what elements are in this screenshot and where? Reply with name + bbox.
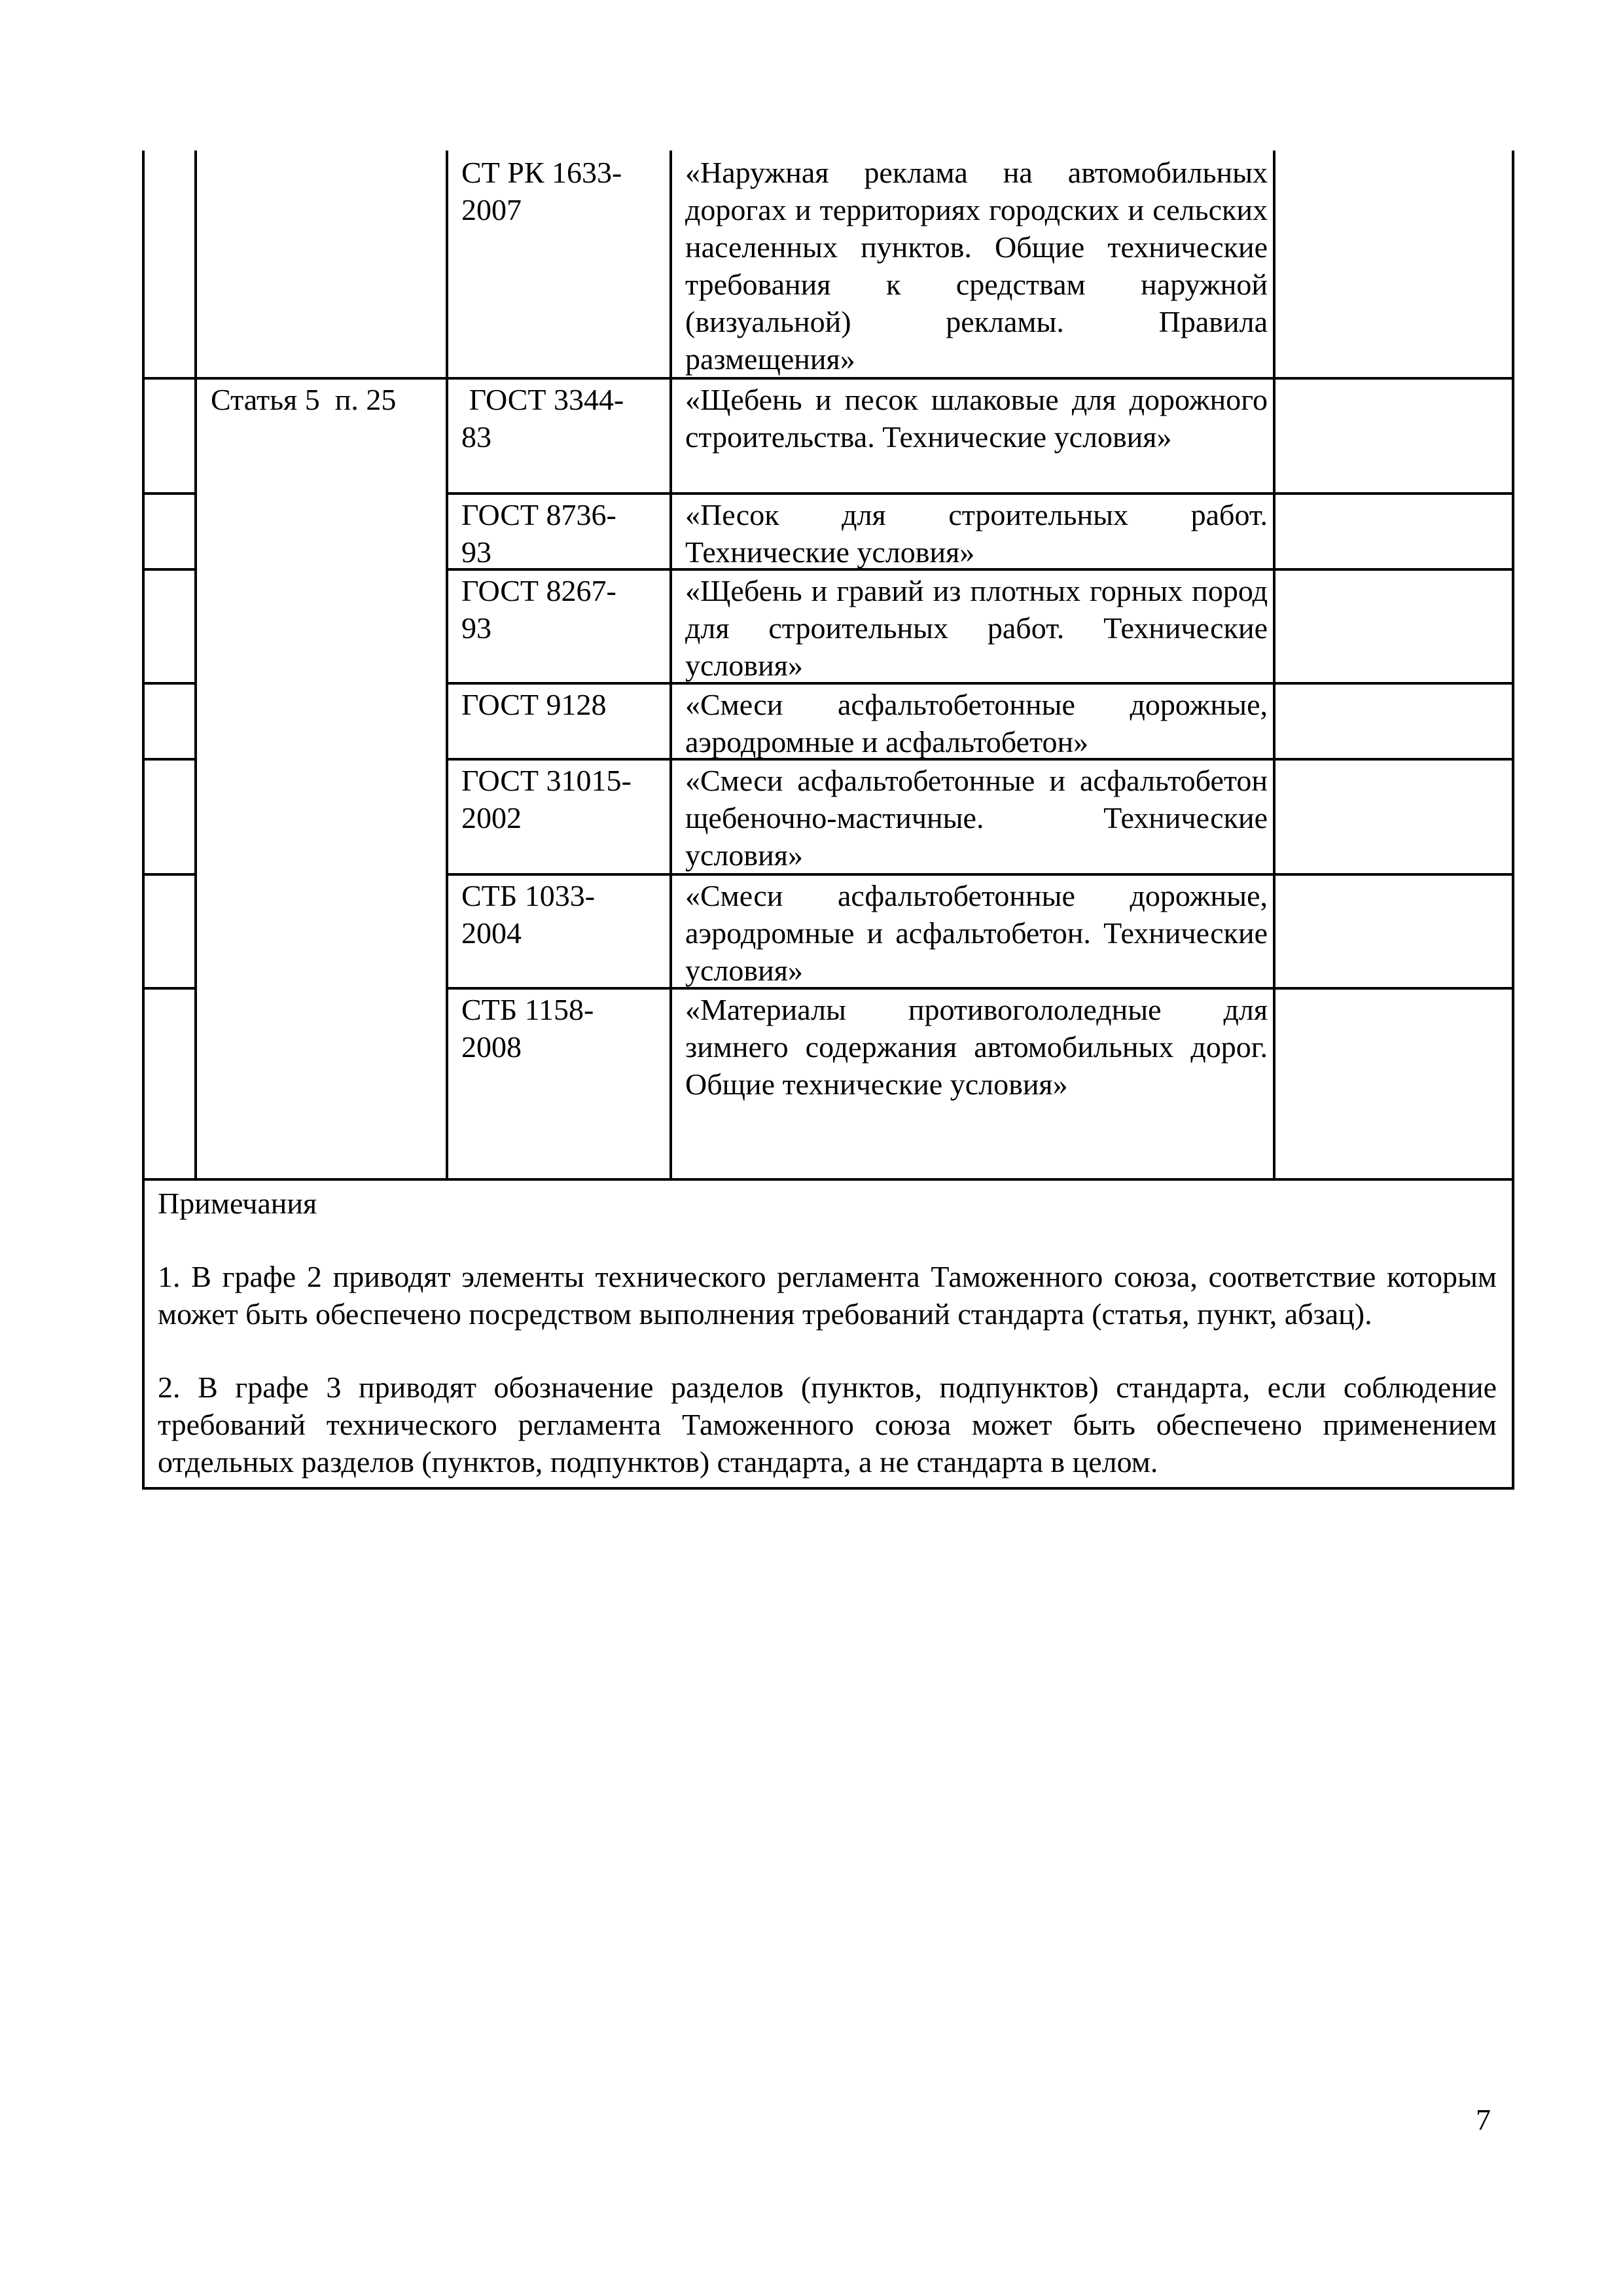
standard-title: «Смеси асфальтобетонные дорожные, аэродромные и асфальтобетон» [685,688,1268,759]
regulation-article: Статья 5 п. 25 [211,383,397,416]
row-divider [142,873,194,876]
row-divider [142,492,194,495]
notes-heading: Примечания [158,1187,317,1220]
table-notes-divider [142,1178,1514,1181]
column-divider-2 [446,151,448,1179]
standard-title: «Материалы противогололедные для зимнего содержания автомобильных дорог. Общие технические условия» [685,993,1268,1101]
table-border-bottom [142,1487,1514,1490]
column-divider-4 [1273,151,1275,1179]
standard-designation: СТ РК 1633- 2007 [461,156,622,226]
row-divider [142,758,194,761]
row-divider [142,987,194,990]
standard-designation: ГОСТ 9128 [461,688,607,721]
column-divider-1 [194,151,197,1179]
notes-section [158,1185,1497,1480]
standard-designation: ГОСТ 31015- 2002 [461,764,632,834]
table-border-right [1512,151,1514,1490]
row-divider [142,682,194,685]
row-divider [142,568,194,571]
note-item: 1. В графе 2 приводят элементы технического регламента Таможенного союза, соответствие которым может быть обеспечено посредством выполнения требований стандарта (статья, пункт, абзац). [158,1260,1497,1331]
table-border-left [142,151,145,1490]
standard-designation: СТБ 1033- 2004 [461,879,596,950]
page-number: 7 [1476,2103,1491,2136]
standard-designation: ГОСТ 8267- 93 [461,574,616,645]
standard-designation: ГОСТ 3344- 83 [461,383,624,454]
standard-title: «Щебень и гравий из плотных горных пород для строительных работ. Технические условия» [685,574,1268,682]
standard-title: «Смеси асфальтобетонные дорожные, аэродромные и асфальтобетон. Технические условия» [685,879,1268,987]
standard-title: «Песок для строительных работ. Технические условия» [685,498,1268,569]
standard-title: «Наружная реклама на автомобильных дорогах и территориях городских и сельских населенных пунктов. Общие технические требования к средствам наружной (визуальной) рекламы. Правила размещения» [685,156,1268,376]
standard-designation: СТБ 1158- 2008 [461,993,594,1064]
standard-title: «Смеси асфальтобетонные и асфальтобетон щебеночно-мастичные. Технические условия» [685,764,1268,872]
standard-designation: ГОСТ 8736- 93 [461,498,616,569]
standard-title: «Щебень и песок шлаковые для дорожного строительства. Технические условия» [685,383,1268,454]
note-item: 2. В графе 3 приводят обозначение разделов (пунктов, подпунктов) стандарта, если соблюдение требований технического регламента Таможенного союза может быть обеспечено применением отдельных разделов (пунктов, подпунктов) стандарта, а не стандарта в целом. [158,1371,1497,1479]
row-divider [446,492,1514,495]
column-divider-3 [669,151,672,1179]
